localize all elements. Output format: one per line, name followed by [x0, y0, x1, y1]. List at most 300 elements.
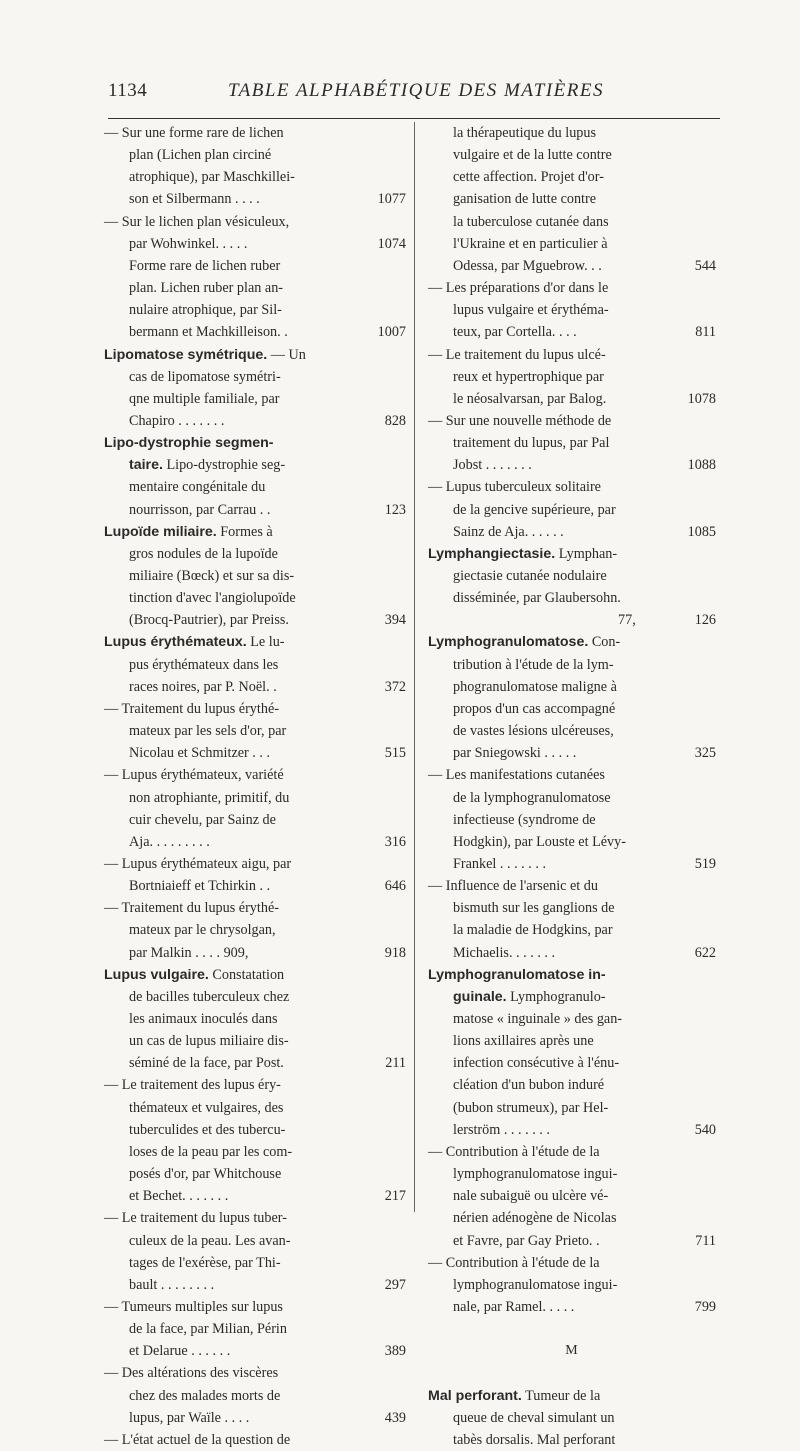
entry-text: [129, 1141, 292, 1163]
index-line: [428, 277, 716, 299]
entry-body: — Le traitement des lupus éry-: [104, 1077, 281, 1094]
index-line: [428, 122, 716, 144]
entry-body: Lymphan-: [558, 545, 618, 562]
entry-text: [453, 1274, 617, 1296]
entry-body: Constatation: [212, 966, 285, 983]
entry-heading: taire.: [129, 457, 163, 474]
entry-text: [453, 654, 614, 676]
entry-text: [129, 321, 288, 343]
page-reference: 540: [694, 1121, 716, 1138]
entry-text: [453, 144, 612, 166]
entry-text: [129, 875, 270, 897]
index-line: [428, 1230, 716, 1252]
entry-body: Sainz de Aja. . . . . .: [453, 523, 564, 540]
index-line: [104, 1429, 406, 1451]
index-line: [428, 853, 716, 875]
entry-heading: guinale.: [453, 988, 507, 1005]
entry-body: queue de cheval simulant un: [453, 1409, 615, 1426]
index-line: [428, 1163, 716, 1185]
left-column: [104, 122, 406, 1448]
entry-text: [453, 1163, 617, 1185]
index-line: [104, 853, 406, 875]
index-line: [104, 1119, 406, 1141]
entry-body: de la gencive supérieure, par: [453, 501, 616, 518]
entry-text: [104, 211, 289, 233]
entry-body: de vastes lésions ulcéreuses,: [453, 723, 614, 740]
index-line: [104, 1362, 406, 1384]
entry-text: [453, 321, 577, 343]
entry-text: [428, 875, 598, 897]
index-line: [428, 1119, 716, 1141]
entry-text: [453, 166, 604, 188]
index-line: [428, 1052, 716, 1074]
entry-body: Con-: [591, 634, 621, 651]
index-line: [428, 698, 716, 720]
entry-text: [104, 122, 284, 144]
entry-body: tinction d'avec l'angiolupoïde: [129, 590, 296, 607]
entry-text: [428, 543, 617, 565]
entry-body: — Traitement du lupus érythé-: [104, 900, 279, 917]
entry-text: [453, 1429, 615, 1451]
entry-body: — Lupus tuberculeux solitaire: [428, 479, 601, 496]
index-line: [104, 521, 406, 543]
index-line: [428, 366, 716, 388]
index-line: [428, 1141, 716, 1163]
entry-body: chez des malades morts de: [129, 1387, 281, 1404]
entry-text: [129, 565, 294, 587]
index-line: [428, 255, 716, 277]
index-line: [104, 1340, 406, 1362]
entry-body: nérien adénogène de Nicolas: [453, 1210, 617, 1227]
entry-body: Hodgkin), par Louste et Lévy-: [453, 833, 626, 850]
entry-text: [104, 1207, 287, 1229]
entry-body: nale, par Ramel. . . . .: [453, 1298, 575, 1315]
index-line: [104, 720, 406, 742]
entry-body: lymphogranulomatose ingui-: [453, 1276, 618, 1293]
entry-body: Aja. . . . . . . . .: [129, 833, 210, 850]
entry-body: plan (Lichen plan circiné: [129, 147, 272, 164]
entry-text: [129, 388, 280, 410]
index-line: [428, 166, 716, 188]
entry-body: — Le traitement du lupus tuber-: [104, 1210, 287, 1227]
entry-text: [428, 964, 606, 986]
entry-text: [453, 1008, 622, 1030]
index-line: [104, 1030, 406, 1052]
index-line: [428, 764, 716, 786]
page-reference: 439: [384, 1409, 406, 1426]
entry-body: — Sur une forme rare de lichen: [104, 125, 284, 141]
entry-text: [104, 1362, 278, 1384]
entry-heading: Mal perforant.: [428, 1387, 522, 1404]
entry-text: [129, 1230, 291, 1252]
index-line: [428, 521, 716, 543]
entry-text: [129, 1385, 280, 1407]
page-reference: 515: [384, 745, 406, 762]
index-line: [428, 676, 716, 698]
index-line: [104, 565, 406, 587]
entry-body: — Sur une nouvelle méthode de: [428, 412, 612, 429]
entry-text: [104, 853, 291, 875]
index-line: [104, 964, 406, 986]
entry-body: les animaux inoculés dans: [129, 1011, 278, 1027]
entry-text: [428, 277, 608, 299]
index-line: [428, 1008, 716, 1030]
entry-text: [453, 787, 611, 809]
entry-text: [453, 233, 608, 255]
entry-text: [129, 676, 277, 698]
entry-body: infectieuse (syndrome de: [453, 811, 596, 828]
entry-body: bault . . . . . . . .: [129, 1276, 215, 1293]
entry-text: [104, 764, 284, 786]
index-line: [104, 277, 406, 299]
page-reference: 622: [694, 944, 716, 961]
entry-text: [453, 499, 616, 521]
page-reference: 1088: [687, 457, 716, 474]
entry-text: [453, 1296, 574, 1318]
entry-heading: Lipo-dystrophie segmen-: [104, 435, 274, 452]
entry-body: Nicolau et Schmitzer . . .: [129, 745, 271, 762]
page-reference: 325: [694, 745, 716, 762]
entry-text: [129, 1318, 287, 1340]
page-reference: 1077: [377, 191, 406, 208]
index-line: [428, 875, 716, 897]
entry-text: [129, 986, 289, 1008]
index-line: [104, 1097, 406, 1119]
entry-body: cuir chevelu, par Sainz de: [129, 811, 276, 828]
index-line: [104, 211, 406, 233]
index-line: [104, 1296, 406, 1318]
entry-text: [129, 277, 283, 299]
index-line: [428, 410, 716, 432]
index-line: [104, 875, 406, 897]
entry-text: [129, 742, 270, 764]
page-reference: 126: [694, 612, 716, 629]
entry-text: [453, 565, 607, 587]
index-line: [428, 1385, 716, 1407]
entry-body: lions axillaires après une: [453, 1033, 594, 1050]
entry-body: — Traitement du lupus érythé-: [104, 700, 279, 717]
entry-body: Forme rare de lichen ruber: [129, 257, 281, 274]
index-line: [104, 1008, 406, 1030]
entry-text: [129, 942, 248, 964]
entry-text: [453, 454, 532, 476]
index-line: [428, 1429, 716, 1451]
entry-body: — Tumeurs multiples sur lupus: [104, 1298, 283, 1315]
index-line: [428, 476, 716, 498]
entry-text: [453, 1230, 600, 1252]
entry-body: nale subaiguë ou ulcère vé-: [453, 1188, 609, 1205]
entry-body: (Brocq-Pautrier), par Preiss.: [129, 612, 289, 629]
entry-text: [104, 432, 273, 454]
entry-heading: Lymphogranulomatose.: [428, 634, 589, 651]
entry-text: [453, 1407, 615, 1429]
index-line: [428, 787, 716, 809]
entry-text: [129, 720, 286, 742]
right-column: [428, 122, 716, 1448]
entry-heading: Lupus vulgaire.: [104, 966, 209, 983]
entry-body: pus érythémateux dans les: [129, 656, 279, 673]
entry-text: [453, 1097, 608, 1119]
header-rule: [108, 118, 720, 119]
entry-heading: Lymphangiectasie.: [428, 545, 556, 562]
entry-body: son et Silbermann . . . .: [129, 191, 260, 208]
entry-body: mentaire congénitale du: [129, 479, 266, 496]
index-line: [428, 565, 716, 587]
entry-body: par Wohwinkel. . . . .: [129, 235, 248, 252]
index-line: [104, 809, 406, 831]
index-line: [428, 1074, 716, 1096]
entry-body: Michaelis. . . . . . .: [453, 944, 556, 961]
index-line: [428, 831, 716, 853]
entry-body: par Sniegowski . . . . .: [453, 745, 577, 762]
entry-body: bermann et Machkilleison. .: [129, 324, 288, 341]
index-line: [104, 1407, 406, 1429]
entry-body: 77,: [618, 612, 636, 629]
entry-text: [104, 964, 284, 986]
index-line: [104, 631, 406, 653]
entry-body: mateux par les sels d'or, par: [129, 723, 287, 740]
entry-text: [453, 897, 615, 919]
page-reference: 1007: [377, 324, 406, 341]
index-line: [104, 609, 406, 631]
entry-text: [129, 255, 280, 277]
entry-heading: Lymphogranulomatose in-: [428, 966, 606, 983]
entry-text: [428, 1385, 600, 1407]
page-reference: 297: [384, 1276, 406, 1293]
index-line: [428, 809, 716, 831]
entry-body: disséminée, par Glaubersohn.: [453, 590, 621, 607]
entry-text: [129, 499, 270, 521]
entry-body: thémateux et vulgaires, des: [129, 1099, 284, 1116]
entry-text: [129, 454, 285, 476]
entry-text: [104, 698, 279, 720]
entry-body: lerström . . . . . . .: [453, 1121, 550, 1138]
entry-text: [453, 1185, 608, 1207]
entry-body: tabès dorsalis. Mal perforant: [453, 1431, 616, 1448]
entry-body: cas de lipomatose symétri-: [129, 368, 281, 385]
index-line: [428, 1407, 716, 1429]
entry-text: [129, 144, 271, 166]
entry-body: cléation d'un bubon induré: [453, 1077, 605, 1094]
index-line: [428, 454, 716, 476]
entry-body: de la lymphogranulomatose: [453, 789, 611, 806]
entry-text: [453, 1074, 604, 1096]
entry-body: Jobst . . . . . . .: [453, 457, 532, 474]
entry-text: [428, 476, 601, 498]
index-line: [104, 454, 406, 476]
page-reference: 1085: [687, 523, 716, 540]
index-line: [428, 897, 716, 919]
index-line: [104, 1163, 406, 1185]
index-line: [428, 499, 716, 521]
index-line: [428, 233, 716, 255]
entry-body: Chapiro . . . . . . .: [129, 412, 225, 429]
entry-body: et Delarue . . . . . .: [129, 1343, 231, 1360]
entry-text: [129, 366, 281, 388]
index-line: [104, 897, 406, 919]
entry-text: [104, 1296, 283, 1318]
entry-text: [453, 587, 621, 609]
entry-body: teux, par Cortella. . . .: [453, 324, 577, 341]
entry-heading: Lupus érythémateux.: [104, 634, 247, 651]
entry-body: giectasie cutanée nodulaire: [453, 568, 607, 584]
entry-body: vulgaire et de la lutte contre: [453, 147, 612, 164]
entry-text: [129, 1097, 283, 1119]
entry-body: qne multiple familiale, par: [129, 390, 280, 407]
index-line: [428, 388, 716, 410]
index-line: [428, 1340, 716, 1362]
index-line: [428, 211, 716, 233]
entry-text: [129, 1185, 228, 1207]
entry-text: [129, 1052, 284, 1074]
index-line: [104, 366, 406, 388]
index-line: [104, 432, 406, 454]
entry-body: tages de l'exérèse, par Thi-: [129, 1254, 281, 1271]
entry-body: bismuth sur les ganglions de: [453, 900, 615, 917]
entry-text: [453, 211, 609, 233]
index-line: [428, 1185, 716, 1207]
entry-text: [104, 521, 273, 543]
page-reference: 811: [695, 324, 716, 341]
index-line: [104, 1385, 406, 1407]
entry-heading: Lipomatose symétrique.: [104, 346, 268, 363]
entry-text: [129, 831, 210, 853]
index-line: [104, 188, 406, 210]
entry-text: [129, 609, 289, 631]
index-line: [104, 764, 406, 786]
entry-body: et Favre, par Gay Prieto. .: [453, 1232, 600, 1249]
page-reference: 389: [384, 1343, 406, 1360]
entry-body: — Les préparations d'or dans le: [428, 280, 609, 297]
index-line: [428, 1274, 716, 1296]
entry-body: — Les manifestations cutanées: [428, 767, 605, 784]
index-line: [428, 1252, 716, 1274]
running-title: TABLE ALPHABÉTIQUE DES MATIÈRES: [228, 80, 604, 101]
entry-body: cette affection. Projet d'or-: [453, 169, 604, 186]
entry-body: le néosalvarsan, par Balog.: [453, 390, 607, 407]
page-reference: 828: [384, 412, 406, 429]
entry-body: — Lupus érythémateux aigu, par: [104, 855, 292, 872]
entry-body: Lipo-dystrophie seg-: [166, 457, 286, 474]
index-line: [104, 321, 406, 343]
entry-text: [428, 631, 620, 653]
index-line: [104, 919, 406, 941]
index-line: [104, 831, 406, 853]
index-line: [428, 299, 716, 321]
index-line: [104, 1052, 406, 1074]
entry-text: [453, 676, 617, 698]
section-letter: M: [565, 1343, 579, 1359]
index-line: [104, 942, 406, 964]
entry-body: tuberculides et des tubercu-: [129, 1121, 286, 1138]
page-number: 1134: [108, 80, 148, 101]
index-line: [104, 543, 406, 565]
entry-text: [129, 787, 289, 809]
page-reference: 123: [384, 501, 406, 518]
entry-text: [453, 366, 604, 388]
entry-body: phogranulomatose maligne à: [453, 678, 617, 695]
entry-text: [129, 476, 265, 498]
index-line: [104, 1207, 406, 1229]
entry-text: [453, 698, 615, 720]
entry-text: [453, 831, 626, 853]
index-line: [428, 321, 716, 343]
entry-body: Bortniaieff et Tchirkin . .: [129, 878, 271, 895]
entry-body: — Sur le lichen plan vésiculeux,: [104, 213, 290, 230]
index-line: [104, 1230, 406, 1252]
index-line: [104, 1274, 406, 1296]
entry-text: [129, 1252, 281, 1274]
index-line: [428, 742, 716, 764]
entry-text: [129, 809, 276, 831]
index-line: [428, 144, 716, 166]
index-line: [428, 986, 716, 1008]
index-line: [104, 299, 406, 321]
index-line: [428, 631, 716, 653]
index-line: [428, 1030, 716, 1052]
index-line: [104, 587, 406, 609]
entry-body: — Contribution à l'étude de la: [428, 1143, 600, 1160]
index-line: [428, 919, 716, 941]
entry-body: — Influence de l'arsenic et du: [428, 878, 598, 895]
entry-heading: Lupoïde miliaire.: [104, 523, 217, 540]
entry-text: [129, 1119, 285, 1141]
entry-body: la maladie de Hodgkins, par: [453, 922, 613, 939]
entry-body: Tumeur de la: [525, 1387, 601, 1404]
entry-text: [453, 942, 555, 964]
index-line: [104, 476, 406, 498]
entry-text: [104, 344, 306, 366]
entry-text: [129, 1030, 289, 1052]
index-line: [428, 188, 716, 210]
entry-text: [428, 1141, 600, 1163]
entry-text: [129, 410, 224, 432]
entry-text: [453, 255, 602, 277]
entry-text: [453, 521, 564, 543]
entry-text: [104, 631, 285, 653]
page-reference: 918: [384, 944, 406, 961]
page-reference: 394: [384, 612, 406, 629]
index-line: [428, 344, 716, 366]
index-line: [104, 986, 406, 1008]
index-line: [104, 233, 406, 255]
index-line: [104, 344, 406, 366]
entry-body: — Le traitement du lupus ulcé-: [428, 346, 606, 363]
entry-body: et Bechet. . . . . . .: [129, 1188, 229, 1205]
column-divider: [414, 122, 415, 1212]
page-reference: 544: [694, 257, 716, 274]
index-line: [428, 609, 716, 631]
entry-text: [428, 1252, 600, 1274]
entry-body: séminé de la face, par Post.: [129, 1055, 284, 1072]
entry-body: l'Ukraine et en particulier à: [453, 235, 608, 252]
index-line: [104, 166, 406, 188]
entry-text: [129, 299, 282, 321]
entry-text: [129, 919, 276, 941]
entry-body: culeux de la peau. Les avan-: [129, 1232, 291, 1249]
index-line: [104, 410, 406, 432]
page-reference: 372: [384, 678, 406, 695]
entry-text: [453, 986, 606, 1008]
entry-text: [453, 919, 613, 941]
entry-body: lupus, par Waïle . . . .: [129, 1409, 250, 1426]
entry-body: matose « inguinale » des gan-: [453, 1011, 623, 1027]
index-line: [104, 742, 406, 764]
entry-body: atrophique), par Maschkillei-: [129, 169, 295, 186]
index-line: [104, 698, 406, 720]
entry-body: nourrisson, par Carrau . .: [129, 501, 271, 518]
entry-text: [453, 299, 609, 321]
